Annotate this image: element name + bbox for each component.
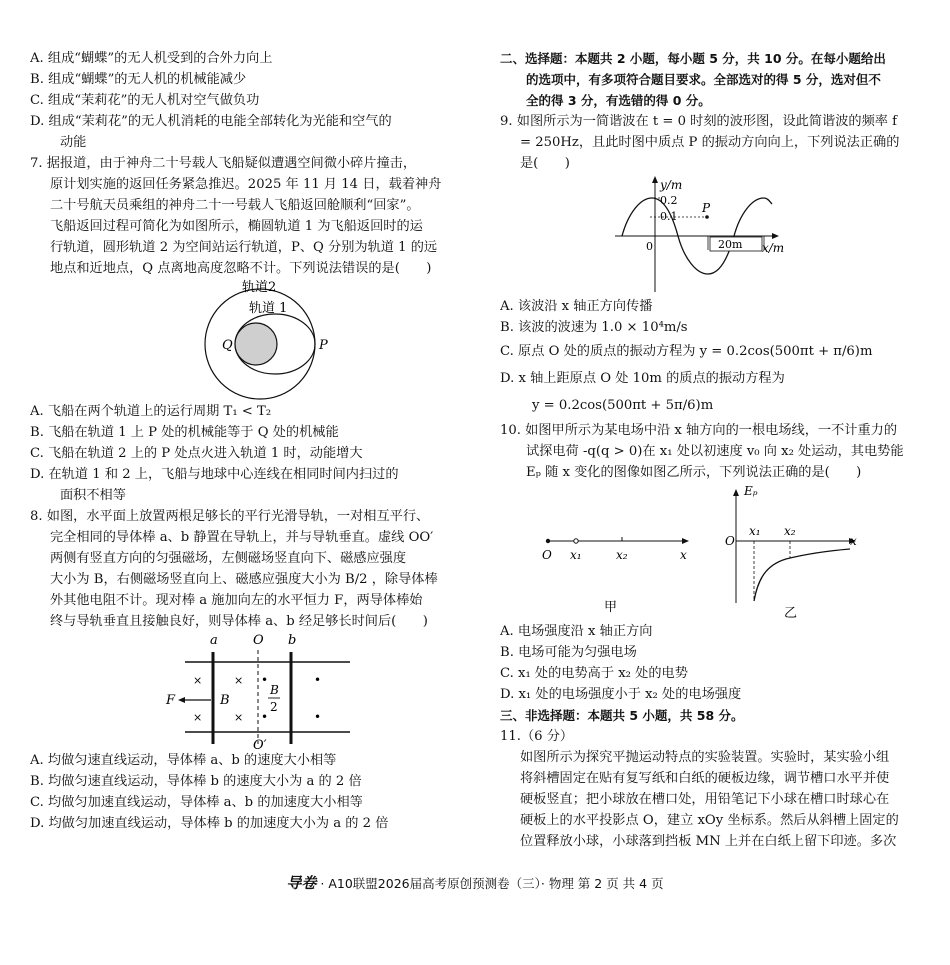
q9-option-a: A. 该波沿 x 轴正方向传播 [500, 299, 653, 314]
orbit-2-label: 轨道2 [242, 280, 277, 295]
section-2-header [500, 48, 915, 111]
dot-mark: • [314, 710, 322, 724]
page-footer [0, 872, 950, 893]
force-label: F [166, 693, 176, 708]
q11-heading: 11.（6 分） [500, 729, 574, 744]
q6-option-b: B. 组成“蝴蝶”的无人机的机械能减少 [30, 72, 247, 87]
section-2-line-3: 全的得 3 分，有选错的得 0 分。 [526, 93, 711, 108]
q8-line-2: 完全相同的导体棒 a、b 静置在导轨上，并与导轨垂直。虚线 OO′ [50, 530, 434, 545]
rod-a-label: a [210, 633, 218, 648]
q10-option-c: C. x₁ 处的电势高于 x₂ 处的电势 [500, 666, 688, 681]
q8-line-4: 大小为 B，右侧磁场竖直向上、磁感应强度大小为 B/2 ，除导体棒 [50, 572, 438, 587]
rail-diagram [30, 632, 450, 750]
field-diagram [500, 483, 915, 621]
q7-options [30, 401, 450, 506]
q8-option-c: C. 均做匀加速直线运动，导体棒 a、b 的加速度大小相等 [30, 795, 363, 810]
cross-mark: × [193, 711, 203, 724]
field-o-label: O [542, 548, 552, 562]
ep-y-arrow [733, 489, 739, 496]
field-x1-label: x₁ [570, 548, 582, 562]
field-figure [500, 483, 915, 621]
field-x1-dot [574, 539, 578, 543]
rod-b-label: b [288, 633, 297, 648]
section-2-line-2: 的选项中，有多项符合题目要求。全部选对的得 5 分，选对但不 [526, 72, 881, 87]
q7-line-1: 7. 据报道，由于神舟二十号载人飞船疑似遭遇空间微小碎片撞击， [30, 156, 417, 171]
figure-jia-label: 甲 [604, 600, 618, 615]
wave-y-arrow [652, 176, 658, 183]
cross-mark: × [193, 674, 203, 687]
q9-line-1: 9. 如图所示为一简谐波在 t = 0 时刻的波形图，设此简谐波的频率 f [500, 114, 898, 129]
q10-options [500, 621, 915, 705]
point-o-label: O [253, 633, 264, 648]
wave-figure [500, 174, 915, 296]
point-q-label: Q [222, 338, 233, 353]
wave-x-label: x/m [762, 241, 785, 255]
q6-options [30, 48, 450, 153]
force-arrow-head [178, 697, 185, 703]
q7-line-6: 地点和近地点，Q 点离地高度忽略不计。下列说法错误的是( ) [50, 261, 432, 276]
publisher-logo: 导卷 [286, 874, 317, 892]
point-p-dot [705, 215, 709, 219]
q8-option-a: A. 均做匀速直线运动，导体棒 a、b 的速度大小相等 [30, 753, 337, 768]
q7-option-a: A. 飞船在两个轨道上的运行周期 T₁ < T₂ [30, 404, 272, 419]
field-x2-label: x₂ [616, 548, 628, 562]
orbit-1-label: 轨道 1 [249, 301, 288, 316]
q9-option-d: D. x 轴上距原点 O 处 10m 的质点的振动方程为 [500, 371, 785, 386]
ep-y-label: Eₚ [744, 484, 758, 498]
q11-line-2: 将斜槽固定在贴有复写纸和白纸的硬板边缘，调节槽口水平并使 [520, 771, 890, 786]
question-9 [500, 111, 915, 174]
wave-tick-0-2: 0.2 [660, 194, 678, 207]
q6-option-a: A. 组成“蝴蝶”的无人机受到的合外力向上 [30, 51, 273, 66]
q11-line-4: 硬板上的水平投影点 O，建立 xOy 坐标系。然后从斜槽上固定的 [520, 813, 899, 828]
q6-option-d: D. 组成“茉莉花”的无人机消耗的电能全部转化为光能和空气的 [30, 114, 392, 129]
wave-diagram [500, 174, 915, 296]
orbit-figure [30, 279, 450, 401]
q6-option-c: C. 组成“茉莉花”的无人机对空气做负功 [30, 93, 260, 108]
q10-line-3: Eₚ 随 x 变化的图像如图乙所示，下列说法正确的是( ) [526, 465, 862, 480]
ep-x-label: x [850, 534, 857, 548]
q10-option-b: B. 电场可能为匀强电场 [500, 645, 637, 660]
q7-line-5: 行轨道，圆形轨道 2 为空间站运行轨道，P、Q 分别为轨道 1 的远 [50, 240, 438, 255]
section-3-header: 三、非选择题：本题共 5 小题，共 58 分。 [500, 708, 744, 723]
wave-point-p-label: P [702, 201, 711, 215]
question-10 [500, 420, 915, 483]
question-7 [30, 153, 450, 279]
point-o-prime-label: O′ [253, 738, 267, 750]
wave-x-arrow [772, 233, 779, 239]
q9-options [500, 296, 915, 420]
q10-option-a: A. 电场强度沿 x 轴正方向 [500, 624, 653, 639]
q7-option-d: D. 在轨道 1 和 2 上，飞船与地球中心连线在相同时间内扫过的 [30, 467, 399, 482]
q7-option-c: C. 飞船在轨道 2 上的 P 处点火进入轨道 1 时，动能增大 [30, 446, 363, 461]
ep-o-label: O [725, 534, 735, 548]
q7-option-d-cont: 面积不相等 [60, 488, 126, 503]
q9-line-2: = 250Hz，且此时图中质点 P 的振动方向向上，下列说法正确的 [520, 135, 900, 150]
q8-line-5: 外其他电阻不计。现对棒 a 施加向左的水平恒力 F，两导体棒始 [50, 593, 423, 608]
question-11 [500, 747, 915, 852]
q10-option-d: D. x₁ 处的电场强度小于 x₂ 处的电场强度 [500, 687, 742, 702]
q10-line-1: 10. 如图甲所示为某电场中沿 x 轴方向的一根电场线，一不计重力的 [500, 423, 898, 438]
dot-mark: • [261, 710, 269, 724]
field-line-arrow [682, 538, 689, 544]
field-x-label: x [680, 548, 687, 562]
wave-origin-label: 0 [646, 240, 653, 253]
cross-mark: × [234, 711, 244, 724]
q8-line-1: 8. 如图，水平面上放置两根足够长的平行光滑导轨，一对相互平行、 [30, 509, 430, 524]
wave-y-label: y/m [660, 178, 683, 192]
point-p-label: P [319, 338, 328, 353]
q8-option-b: B. 均做匀速直线运动，导体棒 b 的速度大小为 a 的 2 倍 [30, 774, 362, 789]
q7-line-4: 飞船返回过程可简化为如图所示，椭圆轨道 1 为飞船返回时的运 [50, 219, 423, 234]
rail-figure [30, 632, 450, 750]
wave-tick-0-1: 0.1 [660, 210, 678, 223]
dot-mark: • [314, 673, 322, 687]
left-column [30, 48, 450, 834]
ep-x2-label: x₂ [784, 524, 796, 538]
earth-circle [235, 323, 277, 365]
q9-option-b: B. 该波的波速为 1.0 × 10⁴m/s [500, 320, 688, 335]
question-8 [30, 506, 450, 632]
q11-line-1: 如图所示为探究平抛运动特点的实验装置。实验时，某实验小组 [520, 750, 890, 765]
section-2-line-1: 二、选择题：本题共 2 小题，每小题 5 分，共 10 分。在每小题给出 [500, 51, 886, 66]
field-origin-dot [546, 539, 550, 543]
q9-line-3: 是( ) [520, 156, 570, 171]
field-b2-numerator: B [270, 683, 279, 697]
q7-option-b: B. 飞船在轨道 1 上 P 处的机械能等于 Q 处的机械能 [30, 425, 339, 440]
q9-option-d-equation: y = 0.2cos(500πt + 5π/6)m [532, 398, 714, 413]
q7-line-3: 二十号航天员乘组的神舟二十一号载人飞船返回舱顺利“回家”。 [50, 198, 420, 213]
ep-curve [754, 549, 850, 601]
q10-line-2: 试探电荷 -q(q > 0)在 x₁ 处以初速度 v₀ 向 x₂ 处运动，其电势能 [526, 444, 904, 459]
orbit-diagram [30, 279, 450, 401]
field-b2-denominator: 2 [270, 700, 278, 714]
q11-line-5: 位置释放小球，小球落到挡板 MN 上并在白纸上留下印迹。多次 [520, 834, 897, 849]
ep-x1-label: x₁ [749, 524, 761, 538]
q8-line-6: 终与导轨垂直且接触良好，则导体棒 a、b 经足够长时间后( ) [50, 614, 428, 629]
q8-option-d: D. 均做匀加速直线运动，导体棒 b 的加速度大小为 a 的 2 倍 [30, 816, 389, 831]
q9-option-c: C. 原点 O 处的质点的振动方程为 y = 0.2cos(500πt + π/6)m [500, 344, 873, 359]
figure-yi-label: 乙 [784, 606, 798, 621]
right-column [500, 48, 915, 852]
field-b-label: B [220, 693, 230, 708]
q11-line-3: 硬板竖直；把小球放在槽口处，用铅笔记下小球在槽口时球心在 [520, 792, 890, 807]
q8-line-3: 两侧有竖直方向的匀强磁场，左侧磁场竖直向下、磁感应强度 [50, 551, 407, 566]
dot-mark: • [261, 673, 269, 687]
q8-options [30, 750, 450, 834]
q7-line-2: 原计划实施的返回任务紧急推迟。2025 年 11 月 14 日，载着神舟 [50, 177, 442, 192]
cross-mark: × [234, 674, 244, 687]
footer-text: · A10联盟2026届高考原创预测卷（三）· 物理 第 2 页 共 4 页 [320, 876, 664, 891]
q6-option-d-cont: 动能 [60, 135, 87, 150]
wave-dist-label: 20m [718, 238, 743, 251]
